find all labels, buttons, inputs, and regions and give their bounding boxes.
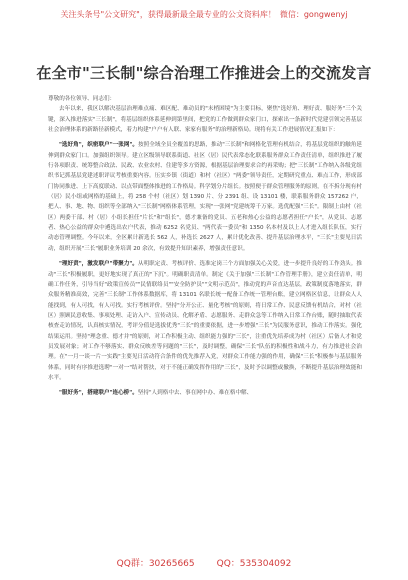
greeting: 尊敬的各位领导、同志们：: [48, 96, 116, 102]
section-heading: "理好责"，激发联户"带聚力"。: [59, 261, 138, 268]
paragraph-section-2: [48, 259, 362, 383]
banner-wechat-text: 微信：gongwenyj: [279, 10, 348, 19]
paragraph-section-1: [48, 140, 362, 254]
section-heading: "选好角"，织密联户"一张网"。: [59, 142, 139, 149]
paragraph-text: 按照全域全员全覆盖的思路，推动"三长制"和网格化管理有机结合，将基层党组织的触角延伸到群众家门口。加强组织领导。建立区级领导联系街道、社区（居）民代表常态化联系服务群众工作责任清单，组织推进了履行各项职责、统筹整合政法、民政、农业农村、住建等多方资源，根据基层治理要求合约再采购；把"三长制"工作纳入各级党组织书记抓基层党建述职评议考核重要内容。压实乡镇（街道）和村（社区）"两委"领导责任，定期研究重点、难点工作，形成部门协同推进、上下高度联动、以点带面整体推进的工作格局。科学划分片组长。按照便于群众管理服务的原则，在不拆分现有村（居）民小组或网格的基础上，将 258 个村（社区）划 1390 片、分 2391 组、设 13101 楼，联系服务群众 157262 户，把人、事、地、物、组织等全部纳入"三长制"网格体系管理，实现"一张网"党建统筹千万家。选优配强"三长"。限制上由村（社区）两委干部、村（居）小组长担任"片长"和"组长"，德才兼备的党员、五老和热心公益的志愿者担任"户长"，从党员、志愿者、热心公益的群众中遴选出农户代表，推动 6252 名党员、"两代表一委员"和 1350 名本村及以上人才进入组长队伍，实行动态管理调整。今年以来，全区累计新选长 562 人，补选长 2627 人，累计优化改善、提升基层治理水平，"三长"主要见日活动，组织开展"三长"履职业务培训 20 余次，有效提升知识素养，增强责任意识。: [48, 142, 362, 252]
document-title: 在全市"三长制"综合治理工作推进会上的交流发言: [36, 64, 372, 82]
paragraph-text: 去年以来，我区以解决基层治理难点痛、难区配、难动员的"末梢困境"为主要目标，聚焦"选好角、理好责、服好务"三个关键，深入推进落实"三长制"，将基层组织体系延伸到第里间，把党的工作做到群众家门口，探索出一条新时代党建引领完善基层社会治理体系的新路径新模式，着力构建"户户有人联、家家有服务"的治理新格局。现将有关工作进展情况汇报如下：: [48, 106, 362, 134]
contact-footer: [0, 555, 408, 573]
paragraph-text: 坚持"人到格中去、事在网中办、难在格中解、: [137, 390, 253, 397]
qq-group-text: QQ群：30265665: [116, 559, 195, 569]
document-body: [48, 94, 362, 399]
paragraph-intro: [48, 104, 362, 135]
banner-promo-text: 关注头条号"公文研究"，获得最新最全最专业的公文资料库！: [60, 10, 276, 19]
section-heading: "服好务"，搭建联户"连心桥"。: [59, 390, 138, 397]
promo-banner: [0, 0, 408, 30]
paragraph-text: 从明职定责、考核评价、选准定岗三个方面加强关心关爱，进一步提升良好的工作劲头。推动"三长"积极履职，更好地实现了真正的"下沉"。明确职责清单。制定《关于加强"三长制"工作管理手册》，建立责任清单，明确工作任务，引导当好"政策宣传员""民情联络员""安全防护员""文明示范员"，推动党的声音直达基层，政策制度落地落实，群众服务精准高效，完善"三长制"工作体系数据库，将 13101 名联长统一配备工作统一管理台账，建立网格区信息，让群众人人能找到，有人可找，有人可找。实行考核评价。坚持"分开公正、量化考核"的原则，将日常工作、民意反馈有机结合，对村（社区）照顾民意收集、事项处理、走访入户、宣传动员、化解矛盾、志愿服务、走群众急等工作纳入日常工作台账，随时抽取代表核查走访情况，认真核实情况，考评分值是选拔优秀"三长"的重要依据，进一步增强"三长"为民服务意识，推动工作落实。强化结果运用。坚持"理念重、德才并"的原则，对工作积极主动、组织能力强的"三长"，注重优先培养成为村（社区）后备人才和党员发展对象；对工作不够落实、群众反映差等问题的"三长"，及时调整，确保"三长"队伍的积极性和战斗力，有力推进社会治理。在"一月一谈一片一实践"主要见日活动符合条件的优先推荐入党，对群众工作能力强的作用，确保"三长"积极参与基层服务体系，同时有序推进选聘"一对一"结对帮扶，对于不能正确发挥作用的"三长"，及时予以调整或撤换，不断提升基层治理效能和水平。: [48, 261, 362, 381]
paragraph-section-3: [48, 388, 362, 398]
qq-contact-text: QQ：535304092: [216, 559, 292, 569]
